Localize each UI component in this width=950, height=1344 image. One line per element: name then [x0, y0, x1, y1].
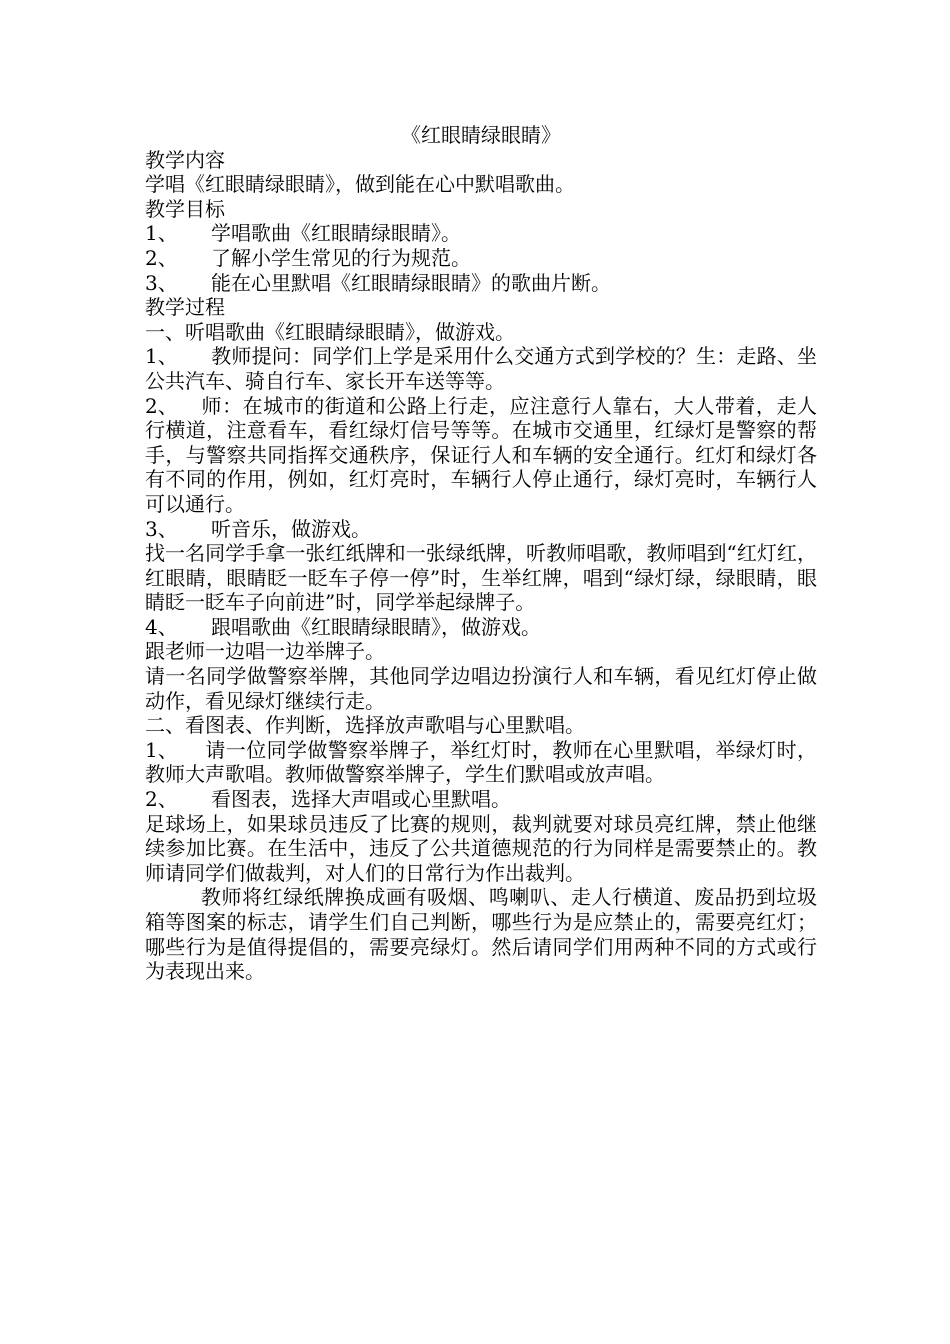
part2-item: [145, 787, 817, 812]
part1-item: [145, 394, 817, 517]
goal-text: 了解小学生常见的行为规范。: [211, 245, 471, 270]
part2-item-number: 2、: [145, 787, 178, 812]
goal-item: [145, 271, 817, 296]
part1-item-text: 听音乐，做游戏。: [211, 516, 371, 541]
goal-number: 3、: [145, 270, 178, 295]
part1-follow-text: 请一名同学做警察举牌，其他同学边唱边扮演行人和车辆，看见红灯停止做动作，看见绿灯继续行走。: [145, 664, 817, 713]
document-page: [145, 123, 817, 984]
part2-item-number: 1、: [145, 737, 178, 762]
part2-item: [145, 738, 817, 787]
part1-heading: 一、听唱歌曲《红眼睛绿眼睛》，做游戏。: [145, 319, 515, 344]
part1-item-number: 4、: [145, 614, 178, 639]
goal-number: 1、: [145, 221, 178, 246]
goal-text: 学唱歌曲《红眼睛绿眼睛》。: [211, 221, 461, 246]
part1-item-text: 师：在城市的街道和公路上行走，应注意行人靠右，大人带着，走人行横道，注意看车，看红绿灯信号等等。在城市交通里，红绿灯是警察的帮手，与警察共同指挥交通秩序，保证行人和车辆的安全通行。红灯和绿灯各有不同的作用，例如，红灯亮时，车辆行人停止通行，绿灯亮时，车辆行人可以通行。: [145, 393, 817, 516]
part1-item-number: 2、: [145, 393, 178, 418]
goal-text: 能在心里默唱《红眼睛绿眼睛》的歌曲片断。: [211, 270, 611, 295]
part1-item-number: 3、: [145, 516, 178, 541]
part1-item-text: 教师提问：同学们上学是采用什么交通方式到学校的？生：走路、坐公共汽车、骑自行车、家长开车送等等。: [145, 344, 817, 393]
process-heading: 教学过程: [145, 295, 225, 320]
part2-text: 教师将红绿纸牌换成画有吸烟、鸣喇叭、走人行横道、废品扔到垃圾箱等图案的标志，请学生们自己判断，哪些行为是应禁止的，需要亮红灯；哪些行为是值得提倡的，需要亮绿灯。然后请同学们用两种不同的方式或行为表现出来。: [145, 885, 817, 984]
part2-item-text: 看图表，选择大声唱或心里默唱。: [211, 787, 511, 812]
goals-heading: 教学目标: [145, 196, 225, 221]
content-heading: 教学内容: [145, 147, 225, 172]
goal-number: 2、: [145, 245, 178, 270]
part1-item-text: 跟唱歌曲《红眼睛绿眼睛》，做游戏。: [211, 614, 541, 639]
part1-item: [145, 344, 817, 393]
goal-item: [145, 221, 817, 246]
part1-game-text: 找一名同学手拿一张红纸牌和一张绿纸牌，听教师唱歌，教师唱到“红灯红，红眼睛，眼睛眨一眨车子停一停”时，生举红牌，唱到“绿灯绿，绿眼睛，眼睛眨一眨车子向前进”时，同学举起绿牌子。: [145, 541, 817, 615]
content-text: 学唱《红眼睛绿眼睛》，做到能在心中默唱歌曲。: [145, 172, 575, 197]
part1-item: [145, 615, 817, 640]
part2-text: 足球场上，如果球员违反了比赛的规则，裁判就要对球员亮红牌，禁止他继续参加比赛。在生活中，违反了公共道德规范的行为同样是需要禁止的。教师请同学们做裁判，对人们的日常行为作出裁判。: [145, 811, 817, 885]
part1-item-number: 1、: [145, 344, 178, 369]
part2-heading: 二、看图表、作判断，选择放声歌唱与心里默唱。: [145, 713, 585, 738]
part1-follow-text: 跟老师一边唱一边举牌子。: [145, 639, 385, 664]
document-title: 《红眼睛绿眼睛》: [401, 123, 561, 147]
part1-item: [145, 517, 817, 542]
goal-item: [145, 246, 817, 271]
part2-item-text: 请一位同学做警察举牌子，举红灯时，教师在心里默唱，举绿灯时，教师大声歌唱。教师做警察举牌子，学生们默唱或放声唱。: [145, 737, 817, 787]
